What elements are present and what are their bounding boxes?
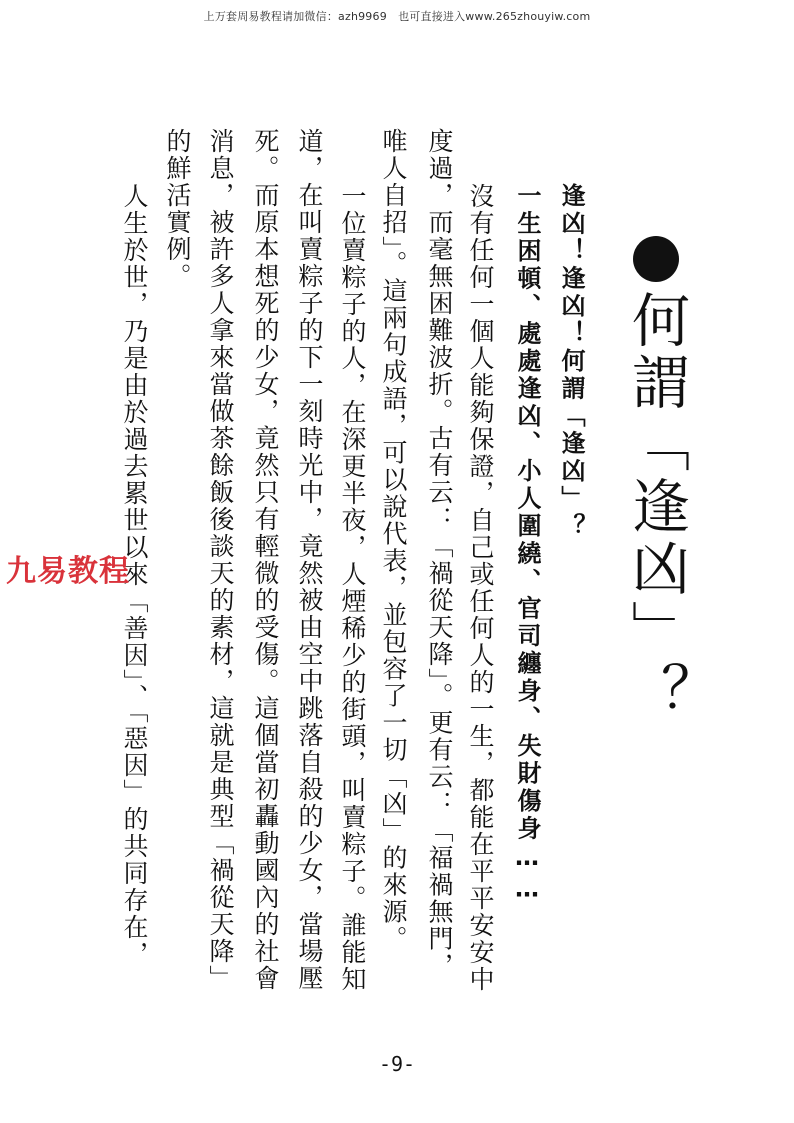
body-line-1: 沒有任何一個人能夠保證，自己或任何人的一生，都能在平平安安中 — [466, 183, 495, 993]
body-line-9: 人生於世，乃是由於過去累世以來「善因」、「惡因」的共同存在， — [120, 183, 149, 968]
page-title: 何謂「逢凶」？ — [622, 290, 690, 724]
watermark-logo: 九易教程 — [6, 554, 130, 589]
page-number: -9- — [378, 1052, 416, 1076]
header-promo-note: 上万套周易教程请加微信：azh9969 也可直接进入www.265zhouyiw.com — [203, 10, 591, 23]
body-line-5: 道，在叫賣粽子的下一刻時光中，竟然被由空中跳落自殺的少女，當場壓 — [295, 128, 324, 992]
body-line-6: 死。而原本想死的少女，竟然只有輕微的受傷。這個當初轟動國內的社會 — [251, 128, 280, 992]
body-line-7: 消息，被許多人拿來當做茶餘飯後談天的素材，這就是典型「禍從天降」 — [206, 128, 235, 992]
body-line-8: 的鮮活實例。 — [163, 128, 192, 290]
body-line-4: 一位賣粽子的人，在深更半夜，人煙稀少的街頭，叫賣粽子。誰能知 — [338, 183, 367, 993]
body-line-2: 度過，而毫無困難波折。古有云：「禍從天降」。更有云：「福禍無門， — [425, 128, 454, 980]
subtitle-line-1: 逢凶！逢凶！何謂「逢凶」？ — [557, 183, 585, 541]
section-title — [616, 236, 696, 724]
bullet-dot-icon — [633, 236, 679, 282]
subtitle-line-2: 一生困頓、處處逢凶、小人圍繞、官司纏身、失財傷身…… — [513, 183, 541, 906]
body-line-3: 唯人自招」。這兩句成語，可以說代表，並包容了一切「凶」的來源。 — [379, 128, 408, 953]
